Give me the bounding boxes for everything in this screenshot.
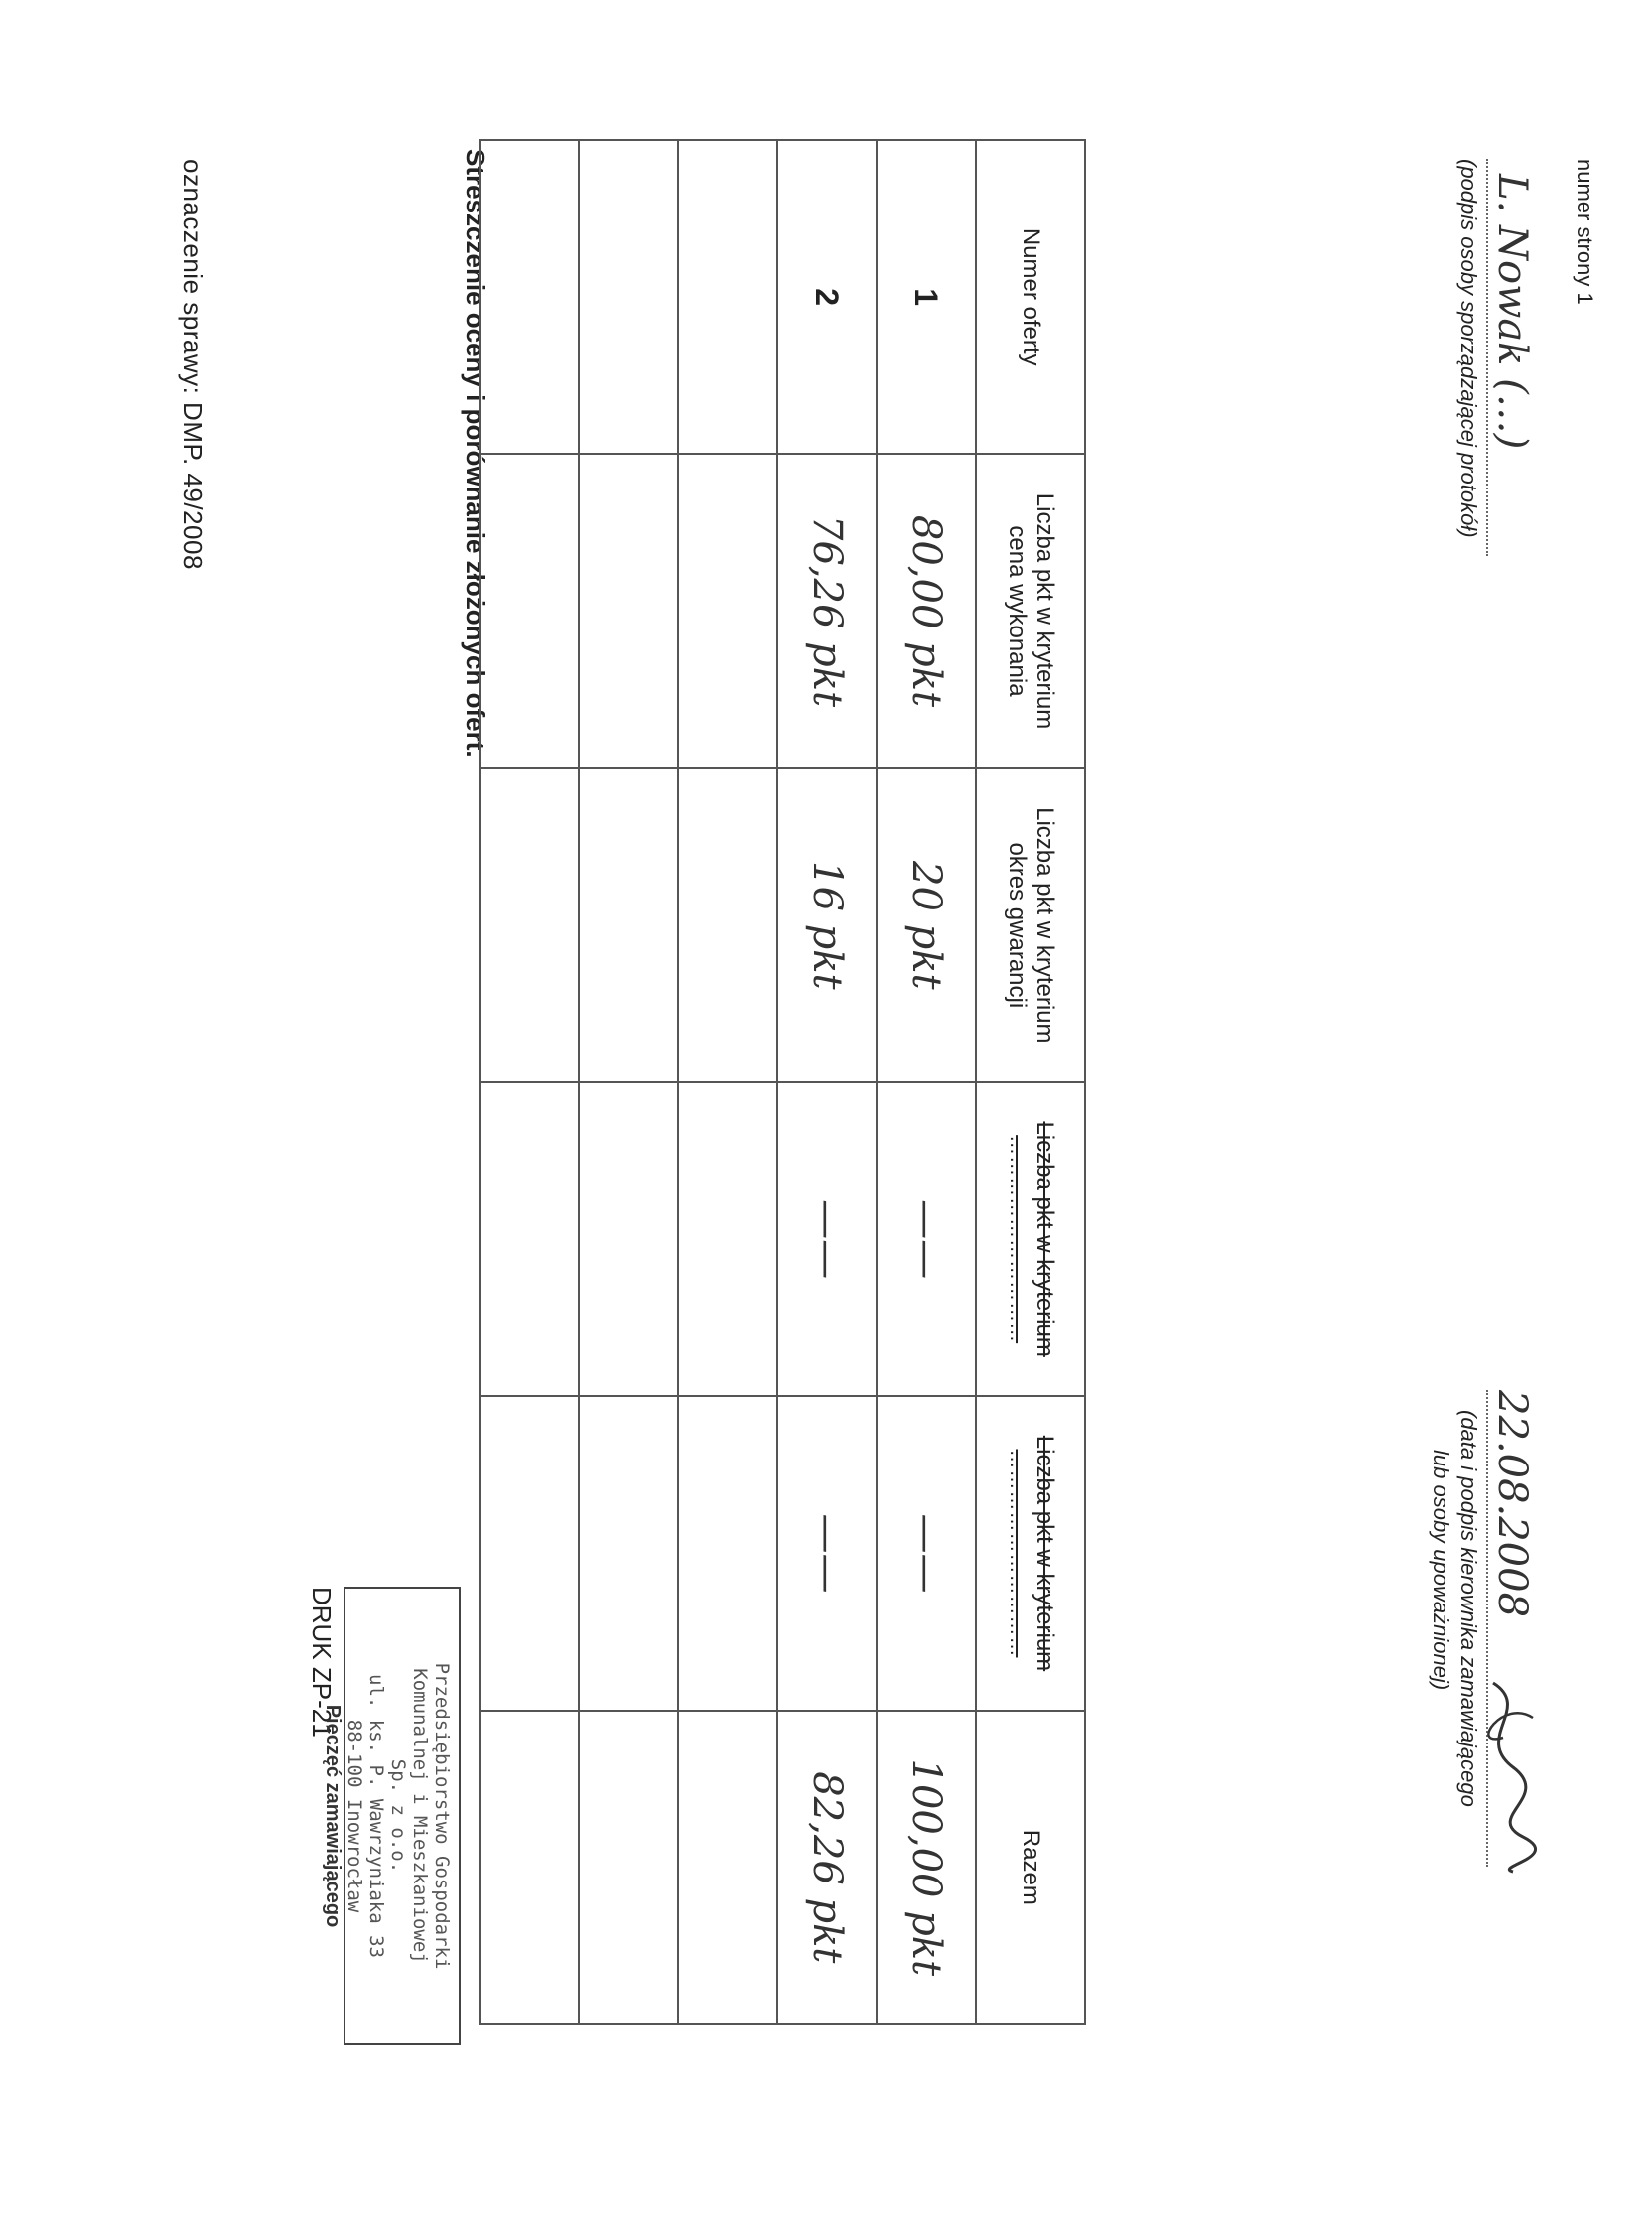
offer-number: 2 [777,140,877,454]
table-row [678,140,777,2024]
unused-score-2: —— [777,1396,877,1710]
unused-score-2: —— [877,1396,976,1710]
unused-score-2 [480,1396,579,1710]
unused-score-1 [480,1082,579,1396]
unused-score-1 [579,1082,678,1396]
warranty-score: 20 pkt [877,768,976,1082]
approval-caption-line-1: (data i podpis kierownika zamawiającego [1456,1410,1481,1807]
offer-number [678,140,777,454]
header-unused-criterion-1: Liczba pkt w kryterium ………………………… [976,1082,1085,1396]
preparer-signature-caption: (podpis osoby sporządzającej protokół) [1456,159,1481,538]
total-score [480,1711,579,2024]
preparer-signature-line [1486,159,1488,556]
header-total: Razem [976,1711,1085,2024]
offers-score-table [479,139,1086,2025]
header-warranty-criterion: Liczba pkt w kryterium okres gwarancji [976,768,1085,1082]
stamp-line: Sp. z o.o. [387,1758,409,1874]
case-reference: oznaczenie sprawy: DMP. 49/2008 [178,159,207,570]
price-score [579,454,678,767]
warranty-score [480,768,579,1082]
table-row [877,140,976,2024]
summary-heading: Streszczenie oceny i porównanie złożonych ofert. [461,149,490,758]
unused-score-1 [678,1082,777,1396]
warranty-score [579,768,678,1082]
total-score [678,1711,777,2024]
price-score [678,454,777,767]
warranty-score: 16 pkt [777,768,877,1082]
unused-score-1: —— [877,1082,976,1396]
total-score: 100,00 pkt [877,1711,976,2024]
unused-score-1: —— [777,1082,877,1396]
price-score [480,454,579,767]
unused-score-2 [579,1396,678,1710]
form-code: DRUK ZP-21 [307,1587,337,1738]
approval-date: 22.08.2008 [1489,1390,1535,1618]
approval-signature-scribble [1463,1678,1543,1877]
header-unused-criterion-2: Liczba pkt w kryterium ………………………… [976,1396,1085,1710]
table-header-row [976,140,1085,2024]
table-row [480,140,579,2024]
header-price-criterion: Liczba pkt w kryterium cena wykonania [976,454,1085,767]
total-score: 82,26 pkt [777,1711,877,2024]
page-number: numer strony 1 [1573,159,1597,305]
offer-number: 1 [877,140,976,454]
stamp-line: ul. ks. P. Wawrzyniaka 33 [365,1674,387,1958]
unused-score-2 [678,1396,777,1710]
preparer-signature: L. Nowak (…) [1489,174,1535,450]
offer-number [579,140,678,454]
table-row [777,140,877,2024]
warranty-score [678,768,777,1082]
table-row [579,140,678,2024]
price-score: 76,26 pkt [777,454,877,767]
price-score: 80,00 pkt [877,454,976,767]
stamp-line: Komunalnej i Mieszkaniowej [409,1668,431,1964]
total-score [579,1711,678,2024]
offer-number [480,140,579,454]
stamp-footer: Pieczęć zamawiającego [322,1704,344,1928]
header-offer-number: Numer oferty [976,140,1085,454]
stamp-line: Przedsiębiorstwo Gospodarki [431,1662,453,1970]
approval-caption-line-2: lub osoby upoważnionej) [1429,1450,1453,1691]
stamp-line: 88-100 Inowrocław [344,1719,365,1913]
